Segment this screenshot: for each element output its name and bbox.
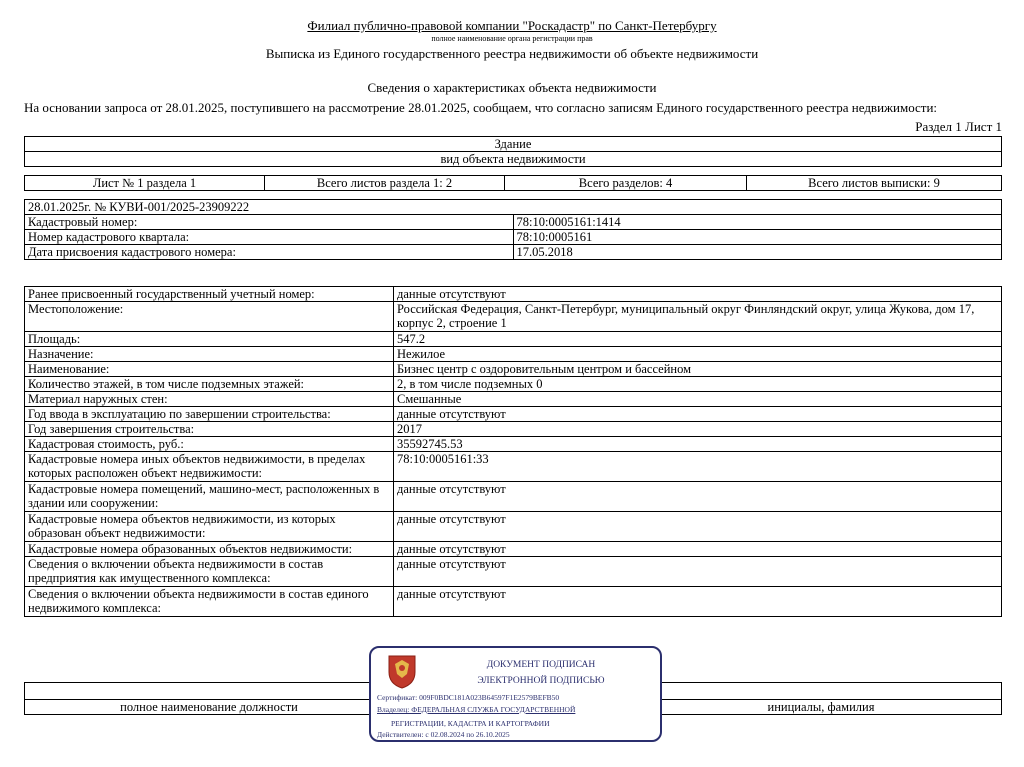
object-type-caption: вид объекта недвижимости — [25, 152, 1002, 167]
basis-text: На основании запроса от 28.01.2025, поступившего на рассмотрение 28.01.2025, сообщаем, что согласно записям Единого государственного реестра недвижимости: — [24, 100, 938, 115]
row-label: Год завершения строительства: — [25, 422, 394, 437]
row-label: Местоположение: — [25, 302, 394, 332]
row-value: 35592745.53 — [394, 437, 1002, 452]
row-value: 78:10:0005161 — [513, 230, 1002, 245]
row-label: Кадастровые номера образованных объектов недвижимости: — [25, 542, 394, 557]
sheets-in-section: Всего листов раздела 1: 2 — [265, 176, 505, 191]
row-value: данные отсутствуют — [394, 287, 1002, 302]
row-label: Кадастровые номера помещений, машино-мест, расположенных в здании или сооружении: — [25, 482, 394, 512]
table-row — [25, 332, 1002, 347]
table-row — [25, 362, 1002, 377]
row-label: Площадь: — [25, 332, 394, 347]
row-label: Количество этажей, в том числе подземных этажей: — [25, 377, 394, 392]
coat-of-arms-icon — [385, 652, 419, 690]
table-row — [25, 377, 1002, 392]
org-caption: полное наименование органа регистрации прав — [431, 34, 593, 43]
row-value: данные отсутствуют — [394, 407, 1002, 422]
row-value: данные отсутствуют — [394, 512, 1002, 542]
row-value: Бизнес центр с оздоровительным центром и бассейном — [394, 362, 1002, 377]
section-title: Сведения о характеристиках объекта недвижимости — [367, 80, 657, 95]
row-value: данные отсутствуют — [394, 587, 1002, 617]
row-value: данные отсутствуют — [394, 482, 1002, 512]
row-value: 17.05.2018 — [513, 245, 1002, 260]
table-row — [25, 245, 1002, 260]
name-caption: инициалы, фамилия — [641, 700, 1002, 715]
table-row — [25, 437, 1002, 452]
table-row — [25, 512, 1002, 542]
row-label: Кадастровая стоимость, руб.: — [25, 437, 394, 452]
sheets-total: Всего листов выписки: 9 — [747, 176, 1002, 191]
object-type: Здание — [25, 137, 1002, 152]
registry-number: 28.01.2025г. № КУВИ-001/2025-23909222 — [25, 200, 1002, 215]
row-label: Дата присвоения кадастрового номера: — [25, 245, 514, 260]
table-row — [25, 215, 1002, 230]
e-signature-stamp — [369, 646, 662, 742]
row-value: 78:10:0005161:33 — [394, 452, 1002, 482]
stamp-owner-1: Владелец: ФЕДЕРАЛЬНАЯ СЛУЖБА ГОСУДАРСТВЕННОЙ — [377, 705, 576, 714]
sheet-number: Лист № 1 раздела 1 — [25, 176, 265, 191]
table-row — [25, 230, 1002, 245]
row-label: Год ввода в эксплуатацию по завершении строительства: — [25, 407, 394, 422]
registry-table — [24, 199, 1002, 260]
row-value: Российская Федерация, Санкт-Петербург, муниципальный округ Финляндский округ, улица Жукова, дом 17, корпус 2, строение 1 — [394, 302, 1002, 332]
stamp-valid: Действителен: с 02.08.2024 по 26.10.2025 — [377, 730, 510, 739]
row-label: Материал наружных стен: — [25, 392, 394, 407]
row-label: Наименование: — [25, 362, 394, 377]
row-label: Ранее присвоенный государственный учетный номер: — [25, 287, 394, 302]
table-row — [25, 287, 1002, 302]
row-value: 2017 — [394, 422, 1002, 437]
row-value: Смешанные — [394, 392, 1002, 407]
sections-total: Всего разделов: 4 — [505, 176, 747, 191]
org-name: Филиал публично-правовой компании "Роскадастр" по Санкт-Петербургу — [307, 18, 717, 33]
table-row — [25, 542, 1002, 557]
object-type-table — [24, 136, 1002, 167]
row-value: Нежилое — [394, 347, 1002, 362]
table-row — [25, 452, 1002, 482]
row-label: Назначение: — [25, 347, 394, 362]
row-label: Кадастровые номера иных объектов недвижимости, в пределах которых расположен объект недвижимости: — [25, 452, 394, 482]
stamp-line-2: ЭЛЕКТРОННОЙ ПОДПИСЬЮ — [477, 676, 605, 686]
table-row — [25, 557, 1002, 587]
table-row — [25, 482, 1002, 512]
row-value: 547.2 — [394, 332, 1002, 347]
row-value: данные отсутствуют — [394, 542, 1002, 557]
row-label: Кадастровый номер: — [25, 215, 514, 230]
details-table — [24, 286, 1002, 617]
table-row — [25, 422, 1002, 437]
row-value: данные отсутствуют — [394, 557, 1002, 587]
row-label: Сведения о включении объекта недвижимости в состав предприятия как имущественного комплекса: — [25, 557, 394, 587]
doc-title: Выписка из Единого государственного реестра недвижимости об объекте недвижимости — [265, 46, 759, 61]
table-row — [25, 407, 1002, 422]
stamp-certificate: Сертификат: 009F0BDC181A023B64597F1E2579BEFB50 — [377, 693, 560, 702]
row-label: Кадастровые номера объектов недвижимости, из которых образован объект недвижимости: — [25, 512, 394, 542]
table-row — [25, 302, 1002, 332]
stamp-line-1: ДОКУМЕНТ ПОДПИСАН — [486, 660, 596, 670]
row-value: 78:10:0005161:1414 — [513, 215, 1002, 230]
position-caption: полное наименование должности — [25, 700, 394, 715]
row-label: Номер кадастрового квартала: — [25, 230, 514, 245]
table-row — [25, 587, 1002, 617]
table-row — [25, 392, 1002, 407]
row-value: 2, в том числе подземных 0 — [394, 377, 1002, 392]
section-sheet: Раздел 1 Лист 1 — [915, 119, 1002, 134]
row-label: Сведения о включении объекта недвижимости в состав единого недвижимого комплекса: — [25, 587, 394, 617]
stamp-owner-2: РЕГИСТРАЦИИ, КАДАСТРА И КАРТОГРАФИИ — [391, 719, 550, 728]
sheets-table — [24, 175, 1002, 191]
table-row — [25, 347, 1002, 362]
